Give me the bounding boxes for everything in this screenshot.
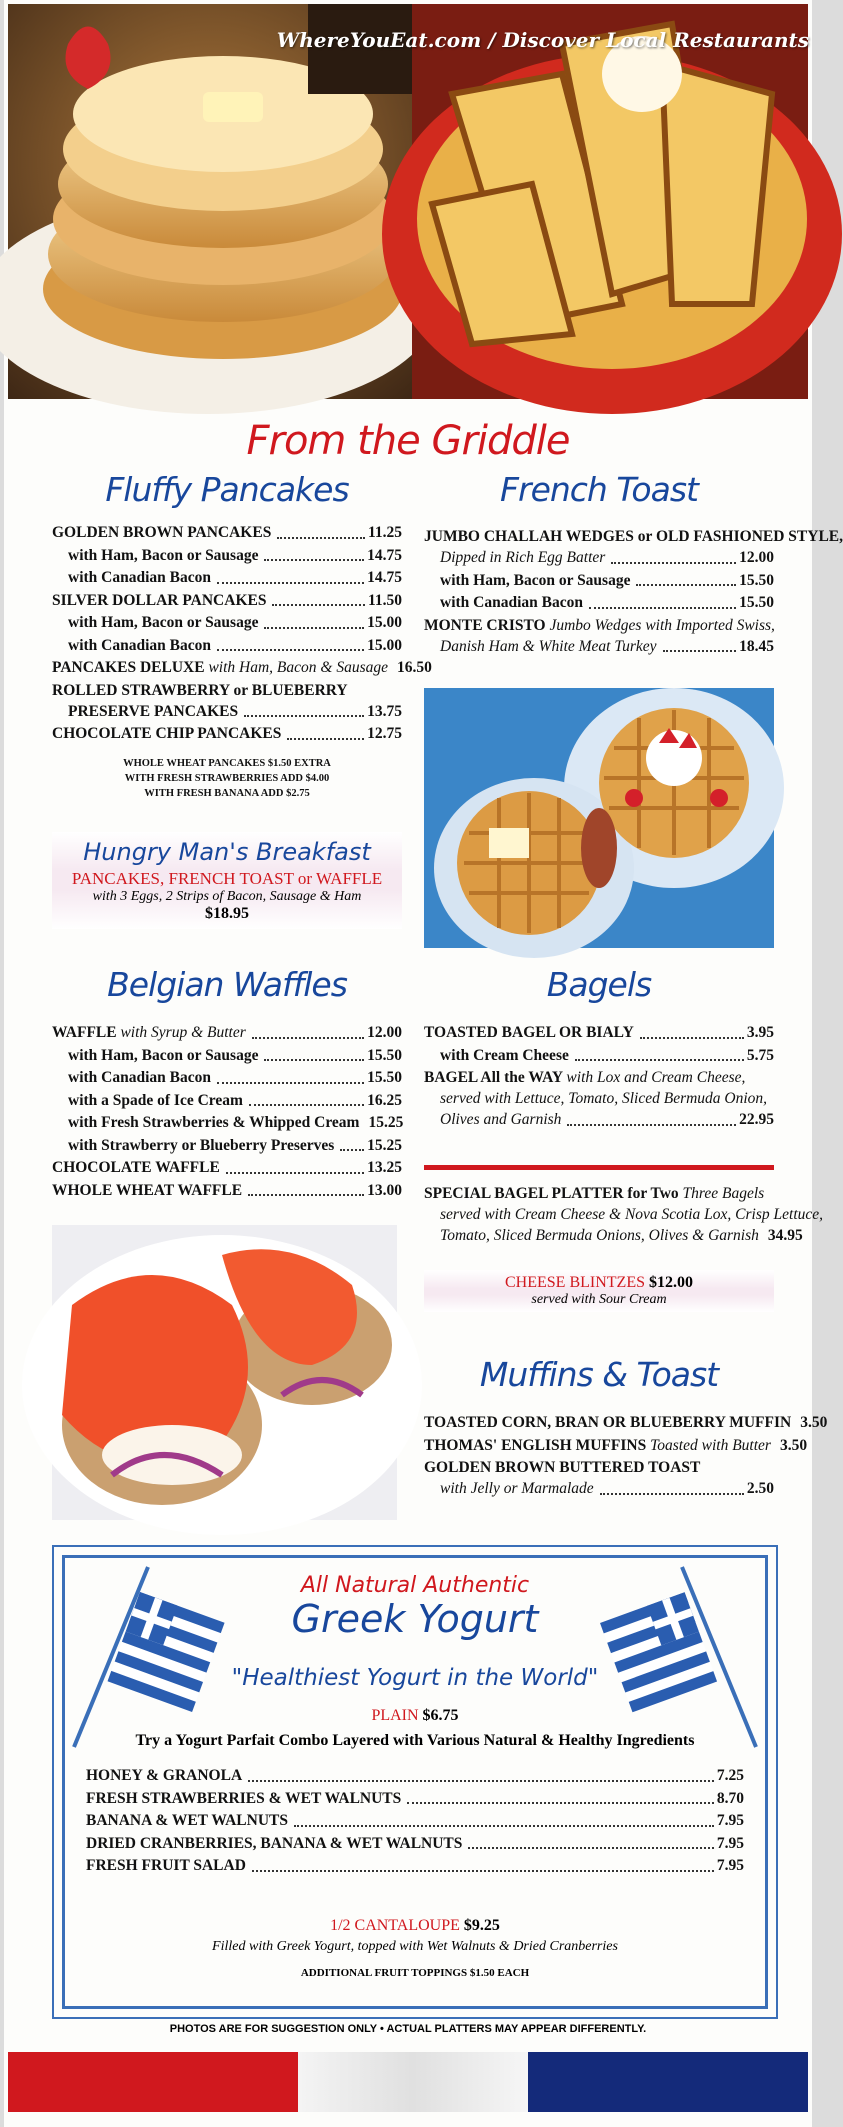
french-toast-title: French Toast — [500, 470, 698, 509]
pancake-item-row — [52, 545, 402, 568]
menu-row-pancakes-deluxe: PANCAKES DELUXE with Ham, Bacon & Sausage 16.50 — [52, 659, 432, 676]
pancakes-title: Fluffy Pancakes — [105, 470, 349, 509]
menu-page — [4, 0, 843, 2127]
dot-leader — [575, 1059, 744, 1061]
muffins-title: Muffins & Toast — [479, 1355, 719, 1394]
yogurt-kicker: All Natural Authentic — [300, 1573, 530, 1598]
yogurt-item-label: DRIED CRANBERRIES, BANANA & WET WALNUTS — [86, 1834, 463, 1852]
dot-leader — [264, 1059, 364, 1061]
yogurt-plain-line — [54, 1707, 776, 1725]
cantaloupe-line — [54, 1917, 776, 1935]
dot-leader — [226, 1172, 364, 1174]
yogurt-item-row — [86, 1855, 744, 1878]
hungry-man-title: Hungry Man's Breakfast — [83, 838, 371, 866]
waffle-item-price: 15.25 — [368, 1114, 404, 1131]
pancakes-note-1: WHOLE WHEAT PANCAKES $1.50 EXTRA — [123, 757, 331, 769]
cantaloupe-label: 1/2 CANTALOUPE — [330, 1917, 460, 1934]
waffle-item-price: 15.50 — [367, 1046, 402, 1064]
bagels-title: Bagels — [546, 965, 652, 1004]
french-toast-item-price: 15.50 — [739, 594, 774, 611]
waffle-item-price: 15.50 — [367, 1069, 402, 1086]
yogurt-item-price: 7.95 — [716, 1834, 744, 1852]
bagel-item-price: 3.95 — [746, 1024, 774, 1041]
pancake-item-row — [52, 612, 402, 635]
bagels-list — [424, 1022, 774, 1132]
yogurt-plain-label: PLAIN — [371, 1707, 419, 1724]
muffin-item-price: 3.50 — [800, 1414, 828, 1431]
cantaloupe-desc: Filled with Greek Yogurt, topped with Wet Walnuts & Dried Cranberries — [212, 1939, 618, 1954]
yogurt-item-row — [86, 1788, 744, 1811]
dot-leader — [340, 1149, 364, 1151]
greek-yogurt-box — [52, 1545, 778, 2019]
pancake-item-price: 11.50 — [367, 591, 402, 609]
waffle-item-label: with Fresh Strawberries & Whipped Cream — [68, 1114, 360, 1131]
rolled-pancakes-line1: ROLLED STRAWBERRY or BLUEBERRY — [52, 681, 348, 699]
yogurt-list — [86, 1765, 744, 1878]
waffle-item-price: 15.25 — [367, 1136, 402, 1154]
french-toast-heading: JUMBO CHALLAH WEDGES or OLD FASHIONED STYLE, — [424, 528, 843, 545]
waffle-item-price: 13.00 — [367, 1181, 402, 1199]
menu-row-bagel-platter: Tomato, Sliced Bermuda Onions, Olives & Garnish 34.95 — [440, 1227, 803, 1244]
footer-stripe-white — [298, 2052, 528, 2112]
pancakes-list — [52, 522, 432, 801]
pancake-item-label: GOLDEN BROWN PANCAKES — [52, 524, 272, 541]
yogurt-item-label: FRESH STRAWBERRIES & WET WALNUTS — [86, 1789, 402, 1807]
hungry-man-desc: with 3 Eggs, 2 Strips of Bacon, Sausage & Ham — [92, 889, 362, 904]
watermark: WhereYouEat.com / Discover Local Restaurants — [276, 28, 809, 52]
waffle-item-row — [52, 1180, 402, 1203]
french-toast-photo — [412, 4, 808, 399]
yogurt-plain-price: $6.75 — [422, 1707, 459, 1724]
dot-leader — [407, 1802, 714, 1804]
pancake-item-row — [52, 522, 402, 545]
bagel-platter-line1: SPECIAL BAGEL PLATTER for Two Three Bagels — [424, 1185, 765, 1202]
pancake-item-row — [52, 635, 402, 658]
pancake-item-price: 14.75 — [367, 546, 402, 564]
bagel-platter-line2: served with Cream Cheese & Nova Scotia Lox, Crisp Lettuce, — [440, 1206, 824, 1223]
bagel-platter — [424, 1183, 824, 1248]
pancake-item-price: 14.75 — [367, 569, 402, 586]
waffles-title: Belgian Waffles — [107, 965, 347, 1004]
dot-leader — [636, 584, 736, 586]
bagel-item-label: with Cream Cheese — [440, 1046, 569, 1064]
bagels-divider — [424, 1165, 774, 1170]
menu-row-bagel-all-way: Olives and Garnish 22.95 — [440, 1111, 774, 1128]
waffle-item-row — [52, 1067, 402, 1090]
cheese-blintzes-box — [424, 1270, 774, 1312]
dot-leader — [294, 1825, 714, 1827]
yogurt-item-row — [86, 1765, 744, 1788]
hungry-man-subtitle: PANCAKES, FRENCH TOAST or WAFFLE — [71, 869, 383, 888]
dot-leader — [217, 649, 364, 651]
pancake-item-label: SILVER DOLLAR PANCAKES — [52, 591, 267, 609]
bagel-item-row — [424, 1045, 774, 1068]
bagel-all-way-line2: served with Lettuce, Tomato, Sliced Bermuda Onion, — [440, 1090, 768, 1107]
dot-leader — [217, 582, 364, 584]
blintz-desc: served with Sour Cream — [531, 1292, 667, 1307]
waffle-item-label: WHOLE WHEAT WAFFLE — [52, 1181, 243, 1199]
french-toast-item-row — [424, 547, 774, 570]
dot-leader — [272, 604, 365, 606]
yogurt-item-price: 7.95 — [716, 1812, 744, 1829]
yogurt-title: Greek Yogurt — [291, 1597, 539, 1641]
french-toast-item-label: with Ham, Bacon or Sausage — [440, 571, 631, 589]
cantaloupe-price: $9.25 — [463, 1917, 500, 1934]
waffle-item-row — [52, 1045, 402, 1068]
pancakes-note-3: WITH FRESH BANANA ADD $2.75 — [144, 787, 310, 799]
menu-row-thomas: THOMAS' ENGLISH MUFFINS Toasted with Butter 3.50 — [424, 1436, 808, 1454]
dot-leader — [264, 627, 364, 629]
hungry-man-box — [52, 832, 402, 929]
pancake-item-row — [52, 590, 402, 613]
yogurt-item-price: 8.70 — [716, 1789, 744, 1807]
pancake-item-label: with Canadian Bacon — [68, 636, 211, 654]
yogurt-tagline: "Healthiest Yogurt in the World" — [231, 1665, 599, 1691]
pancakes-note-2: WITH FRESH STRAWBERRIES ADD $4.00 — [124, 772, 330, 784]
muffin-item-label: TOASTED CORN, BRAN OR BLUEBERRY MUFFIN — [424, 1414, 792, 1431]
dot-leader — [468, 1847, 713, 1849]
yogurt-item-price: 7.95 — [716, 1857, 744, 1874]
hungry-man-price: $18.95 — [205, 905, 249, 922]
menu-row-waffle: WAFFLE with Syrup & Butter 12.00 — [52, 1024, 402, 1041]
french-toast-item-row — [424, 570, 774, 593]
waffle-item-row — [52, 1112, 402, 1135]
dot-leader — [611, 562, 736, 564]
muffins-list — [424, 1412, 828, 1501]
footer-stripe-red — [8, 2052, 298, 2112]
french-toast-item-price: 15.50 — [739, 571, 774, 589]
pancake-item-label: with Ham, Bacon or Sausage — [68, 546, 259, 564]
dot-leader — [249, 1104, 364, 1106]
yogurt-item-label: HONEY & GRANOLA — [86, 1767, 243, 1784]
waffle-item-label: with a Spade of Ice Cream — [68, 1091, 243, 1109]
bagel-item-row — [424, 1022, 774, 1045]
yogurt-intro: Try a Yogurt Parfait Combo Layered with Various Natural & Healthy Ingredients — [135, 1732, 695, 1749]
menu-row-rolled-pancakes: PRESERVE PANCAKES 13.75 — [68, 702, 402, 720]
dot-leader — [277, 537, 365, 539]
pancakes-photo — [8, 4, 412, 399]
yogurt-toppings: ADDITIONAL FRUIT TOPPINGS $1.50 EACH — [300, 1967, 530, 1979]
footer-stripe-blue — [528, 2052, 808, 2112]
lox-bagel-photo — [52, 1225, 397, 1520]
french-toast-list — [424, 526, 843, 658]
pancake-item-price: 11.25 — [367, 524, 402, 541]
french-toast-item-row — [424, 592, 774, 615]
monte-cristo-line1: MONTE CRISTO Jumbo Wedges with Imported Swiss, — [424, 616, 775, 634]
main-title: From the Griddle — [246, 418, 570, 464]
yogurt-item-row — [86, 1810, 744, 1833]
waffle-item-label: with Canadian Bacon — [68, 1069, 211, 1086]
pancake-item-label: with Ham, Bacon or Sausage — [68, 614, 259, 631]
pancake-item-row — [52, 567, 402, 590]
pancake-item-price: 15.00 — [367, 636, 402, 654]
footer-disclaimer: PHOTOS ARE FOR SUGGESTION ONLY • ACTUAL PLATTERS MAY APPEAR DIFFERENTLY. — [169, 2023, 647, 2035]
waffle-item-row — [52, 1135, 402, 1158]
bagel-item-label: TOASTED BAGEL OR BIALY — [424, 1024, 634, 1041]
dot-leader — [589, 607, 736, 609]
french-toast-item-label: with Canadian Bacon — [440, 594, 583, 611]
menu-row-monte-cristo: Danish Ham & White Meat Turkey 18.45 — [440, 637, 774, 655]
waffle-item-price: 16.25 — [367, 1091, 402, 1109]
yogurt-item-label: BANANA & WET WALNUTS — [86, 1812, 288, 1829]
dot-leader — [640, 1037, 744, 1039]
dot-leader — [217, 1082, 364, 1084]
bagel-item-price: 5.75 — [746, 1046, 774, 1064]
dot-leader — [248, 1194, 364, 1196]
dot-leader — [248, 1780, 714, 1782]
yogurt-item-label: FRESH FRUIT SALAD — [86, 1857, 246, 1874]
dot-leader — [264, 559, 364, 561]
yogurt-item-row — [86, 1833, 744, 1856]
waffle-item-row — [52, 1157, 402, 1180]
waffle-item-row — [52, 1090, 402, 1113]
waffles-photo — [424, 688, 774, 948]
french-toast-item-label: Dipped in Rich Egg Batter — [440, 549, 606, 566]
menu-row-chocolate-chip: CHOCOLATE CHIP PANCAKES 12.75 — [52, 725, 402, 742]
waffle-item-label: with Ham, Bacon or Sausage — [68, 1046, 259, 1064]
waffle-item-price: 13.25 — [367, 1159, 402, 1176]
toast-line1: GOLDEN BROWN BUTTERED TOAST — [424, 1459, 701, 1476]
dot-leader — [252, 1870, 714, 1872]
pancake-item-label: with Canadian Bacon — [68, 569, 211, 586]
waffle-item-label: CHOCOLATE WAFFLE — [52, 1159, 220, 1176]
blintz-price: $12.00 — [649, 1274, 693, 1291]
blintz-label: CHEESE BLINTZES — [505, 1274, 645, 1291]
menu-row-toast: with Jelly or Marmalade 2.50 — [440, 1480, 774, 1497]
muffin-item-row — [424, 1412, 828, 1435]
french-toast-item-price: 12.00 — [739, 549, 774, 566]
bagel-all-way-line1: BAGEL All the WAY with Lox and Cream Cheese, — [424, 1069, 746, 1086]
yogurt-item-price: 7.25 — [716, 1767, 744, 1784]
waffle-item-label: with Strawberry or Blueberry Preserves — [68, 1136, 335, 1154]
waffles-list — [52, 1022, 402, 1202]
pancake-item-price: 15.00 — [367, 614, 402, 631]
